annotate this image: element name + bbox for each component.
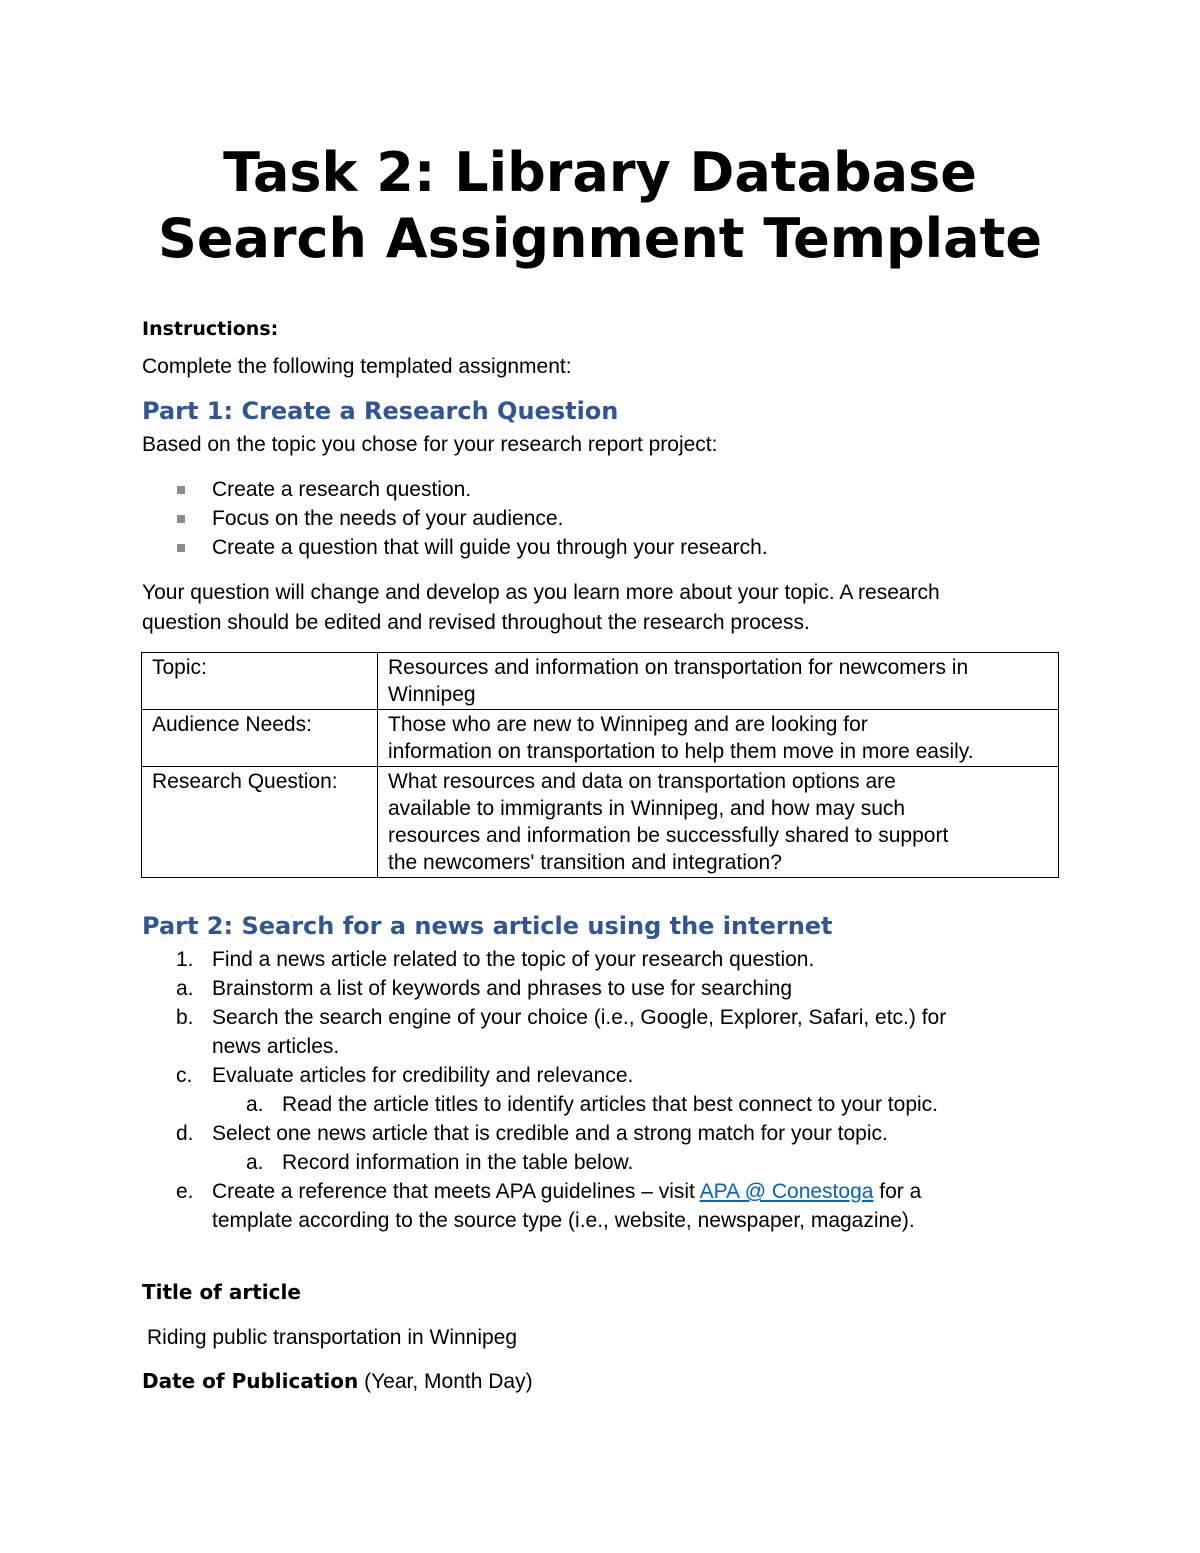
square-bullet-icon <box>177 544 185 552</box>
date-of-publication-hint: (Year, Month Day) <box>358 1370 533 1393</box>
step-item <box>142 1061 946 1090</box>
step-text: Evaluate articles for credibility and relevance. <box>212 1064 634 1087</box>
row-label: Topic: <box>152 656 207 679</box>
list-item <box>142 533 768 562</box>
step-item <box>142 1177 946 1235</box>
date-of-publication <box>142 1367 533 1396</box>
sub-step-item <box>142 1148 946 1177</box>
bullet-text: Focus on the needs of your audience. <box>212 507 564 530</box>
step-text <box>212 1177 946 1206</box>
step-marker: 1. <box>176 948 194 971</box>
part2-heading: Part 2: Search for a news article using the internet <box>142 912 833 940</box>
row-value-cell <box>378 653 1059 710</box>
step-marker: a. <box>246 1151 264 1174</box>
step-item <box>142 1003 946 1061</box>
cell-line: resources and information be successfully shared to support <box>388 824 949 847</box>
row-label-cell <box>142 710 378 767</box>
step-marker: d. <box>176 1122 194 1145</box>
sub-step-item <box>142 1090 946 1119</box>
part1-bullet-list <box>142 475 768 562</box>
list-item <box>142 475 768 504</box>
step-marker: b. <box>176 1006 194 1029</box>
table-row <box>142 710 1059 767</box>
step-item <box>142 974 946 1003</box>
part1-heading: Part 1: Create a Research Question <box>142 397 619 425</box>
date-of-publication-label: Date of Publication <box>142 1369 359 1393</box>
step-text: Find a news article related to the topic of your research question. <box>212 948 815 971</box>
row-label: Research Question: <box>152 770 338 793</box>
instructions-label: Instructions: <box>142 318 279 340</box>
part1-paragraph <box>142 578 1062 638</box>
bullet-text: Create a question that will guide you through your research. <box>212 536 768 559</box>
step-text-before-link: Create a reference that meets APA guidelines – visit <box>212 1180 700 1203</box>
step-item <box>142 1119 946 1148</box>
row-value-cell <box>378 767 1059 878</box>
paragraph-line: question should be edited and revised throughout the research process. <box>142 611 810 634</box>
row-label-cell <box>142 653 378 710</box>
title-of-article-value: Riding public transportation in Winnipeg <box>147 1326 518 1349</box>
paragraph-line: Your question will change and develop as you learn more about your topic. A research <box>142 581 940 604</box>
step-text: Select one news article that is credible and a strong match for your topic. <box>212 1122 888 1145</box>
document-title <box>0 140 1200 272</box>
step-text-continued: template according to the source type (i.e., website, newspaper, magazine). <box>212 1209 915 1232</box>
step-text-after-link: for a <box>873 1180 922 1203</box>
title-of-article-label: Title of article <box>142 1280 301 1304</box>
document-title-line-1: Task 2: Library Database <box>223 141 977 204</box>
row-label: Audience Needs: <box>152 713 312 736</box>
document-title-line-2: Search Assignment Template <box>157 207 1043 270</box>
step-item <box>142 945 946 974</box>
step-text-continued: news articles. <box>212 1035 340 1058</box>
cell-line: available to immigrants in Winnipeg, and how may such <box>388 797 906 820</box>
cell-line: the newcomers' transition and integration? <box>388 851 782 874</box>
step-text: Brainstorm a list of keywords and phrases to use for searching <box>212 977 793 1000</box>
step-marker: e. <box>176 1180 194 1203</box>
step-marker: a. <box>246 1093 264 1116</box>
step-text: Read the article titles to identify articles that best connect to your topic. <box>282 1093 939 1116</box>
square-bullet-icon <box>177 515 185 523</box>
instructions-text: Complete the following templated assignment: <box>142 355 572 378</box>
cell-line: What resources and data on transportation options are <box>388 770 896 793</box>
step-text: Record information in the table below. <box>282 1151 634 1174</box>
square-bullet-icon <box>177 486 185 494</box>
step-marker: c. <box>176 1064 193 1087</box>
row-label-cell <box>142 767 378 878</box>
part2-step-list <box>142 945 946 1235</box>
cell-line: information on transportation to help them move in more easily. <box>388 740 974 763</box>
cell-line: Those who are new to Winnipeg and are looking for <box>388 713 868 736</box>
step-text: Search the search engine of your choice (i.e., Google, Explorer, Safari, etc.) for <box>212 1006 947 1029</box>
apa-conestoga-link[interactable]: APA @ Conestoga <box>699 1180 874 1203</box>
part1-intro: Based on the topic you chose for your research report project: <box>142 433 718 456</box>
row-value-cell <box>378 710 1059 767</box>
cell-line: Winnipeg <box>388 683 476 706</box>
table-row <box>142 767 1059 878</box>
list-item <box>142 504 768 533</box>
bullet-text: Create a research question. <box>212 478 472 501</box>
table-row <box>142 653 1059 710</box>
step-marker: a. <box>176 977 194 1000</box>
research-question-table <box>141 652 1059 878</box>
cell-line: Resources and information on transportation for newcomers in <box>388 656 969 679</box>
